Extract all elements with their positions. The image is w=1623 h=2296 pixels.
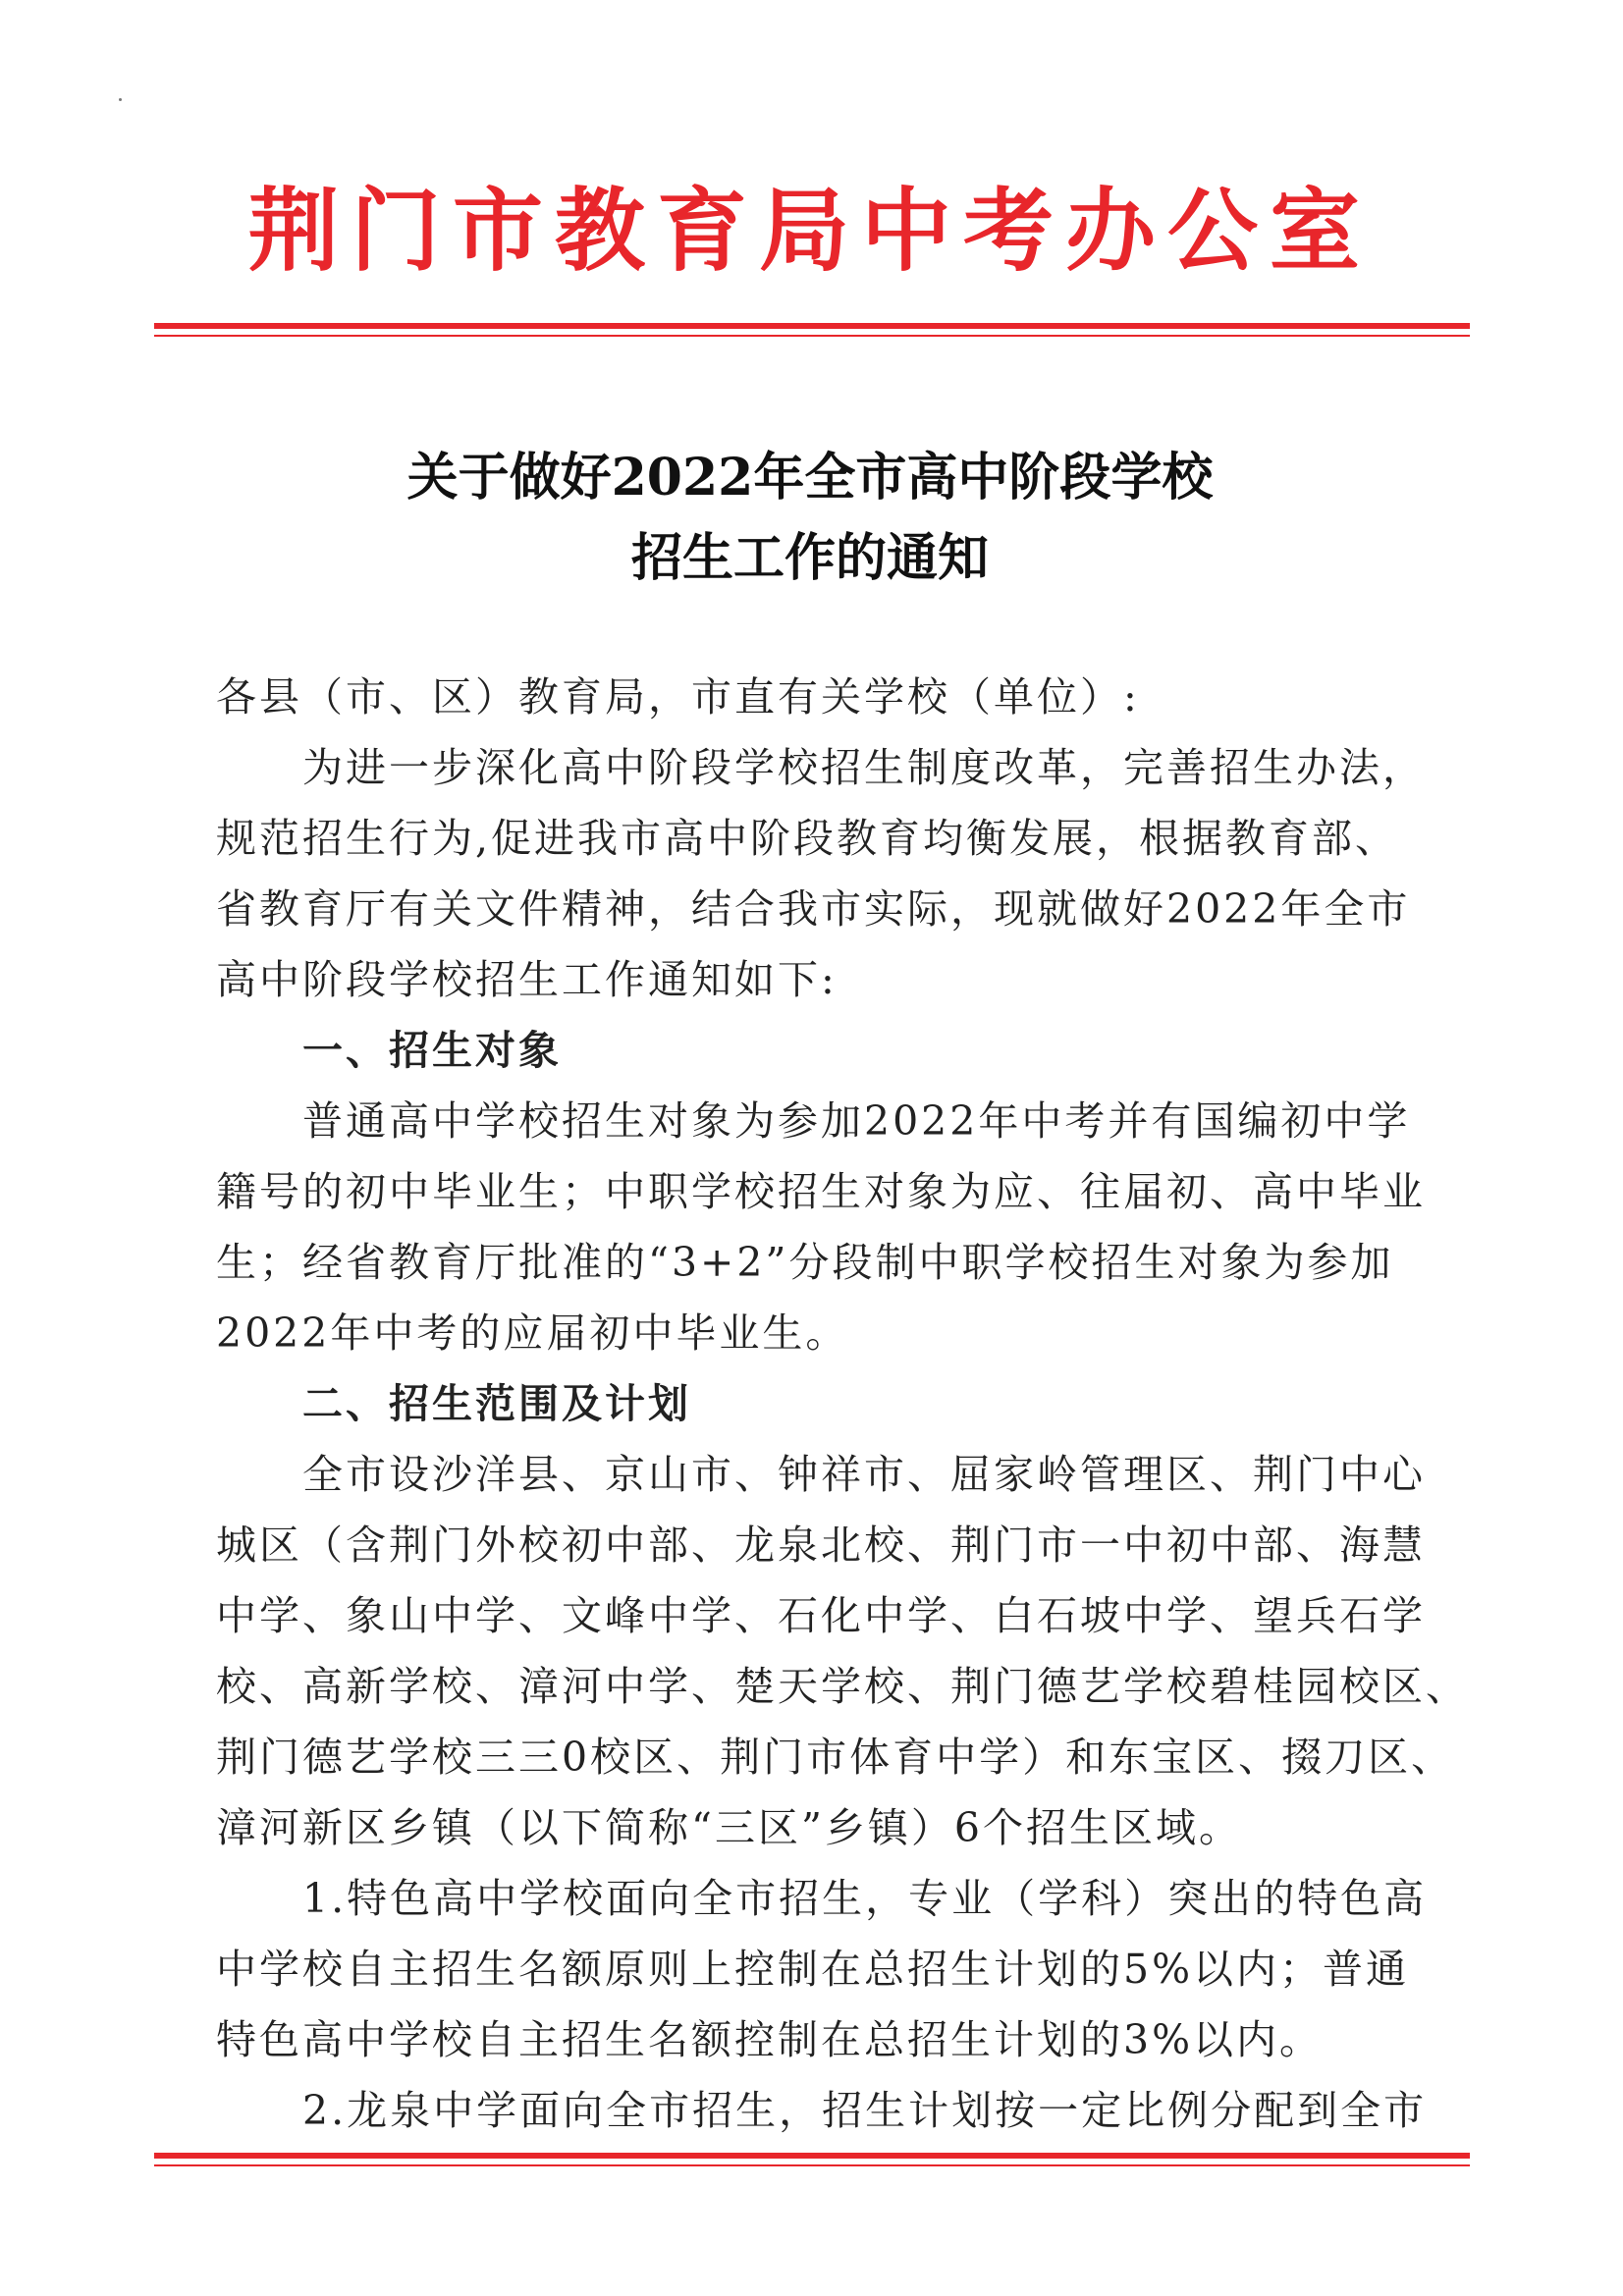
body-line: 各县（市、区）教育局，市直有关学校（单位）:	[216, 673, 1140, 721]
body-line: 高中阶段学校招生工作通知如下:	[216, 956, 838, 1003]
body-line: 2.龙泉中学面向全市招生，招生计划按一定比例分配到全市	[302, 2087, 1428, 2134]
body-line: 城区（含荆门外校初中部、龙泉北校、荆门市一中初中部、海慧	[216, 1522, 1426, 1569]
masthead-rule-thick	[154, 323, 1470, 329]
body-line: 籍号的初中毕业生；中职学校招生对象为应、往届初、高中毕业	[216, 1168, 1426, 1215]
body-line: 生；经省教育厅批准的“3+2”分段制中职学校招生对象为参加	[216, 1239, 1394, 1286]
footer-rule-thick	[154, 2153, 1470, 2159]
office-masthead: 荆门市教育局中考办公室	[247, 179, 1372, 284]
masthead-rule-thin	[154, 335, 1470, 337]
title-line: 招生工作的通知	[630, 528, 989, 588]
section-heading: 二、招生范围及计划	[302, 1380, 691, 1427]
body-line: 为进一步深化高中阶段学校招生制度改革，完善招生办法，	[302, 744, 1426, 791]
body-line: 中学、象山中学、文峰中学、石化中学、白石坡中学、望兵石学	[216, 1592, 1426, 1639]
title-line: 关于做好2022年全市高中阶段学校	[406, 448, 1214, 507]
body-line: 荆门德艺学校三三0校区、荆门市体育中学）和东宝区、掇刀区、	[216, 1734, 1455, 1781]
document-title	[147, 438, 1473, 599]
scan-speck	[119, 98, 122, 101]
body-line: 规范招生行为,促进我市高中阶段教育均衡发展，根据教育部、	[216, 815, 1399, 862]
section-heading: 一、招生对象	[302, 1027, 562, 1074]
body-line: 普通高中学校招生对象为参加2022年中考并有国编初中学	[302, 1097, 1411, 1145]
document-body	[216, 662, 1469, 2146]
body-line: 中学校自主招生名额原则上控制在总招生计划的5%以内；普通	[216, 1946, 1410, 1993]
body-line: 1.特色高中学校面向全市招生，专业（学科）突出的特色高	[302, 1875, 1428, 1922]
body-line: 全市设沙洋县、京山市、钟祥市、屈家岭管理区、荆门中心	[302, 1451, 1426, 1498]
body-line: 校、高新学校、漳河中学、楚天学校、荆门德艺学校碧桂园校区、	[216, 1663, 1469, 1710]
body-line: 特色高中学校自主招生名额控制在总招生计划的3%以内。	[216, 2016, 1324, 2063]
footer-rule-thin	[154, 2164, 1470, 2166]
body-line: 2022年中考的应届初中毕业生。	[216, 1309, 849, 1357]
body-line: 漳河新区乡镇（以下简称“三区”乡镇）6个招生区域。	[216, 1804, 1243, 1851]
body-line: 省教育厅有关文件精神，结合我市实际，现就做好2022年全市	[216, 885, 1411, 933]
